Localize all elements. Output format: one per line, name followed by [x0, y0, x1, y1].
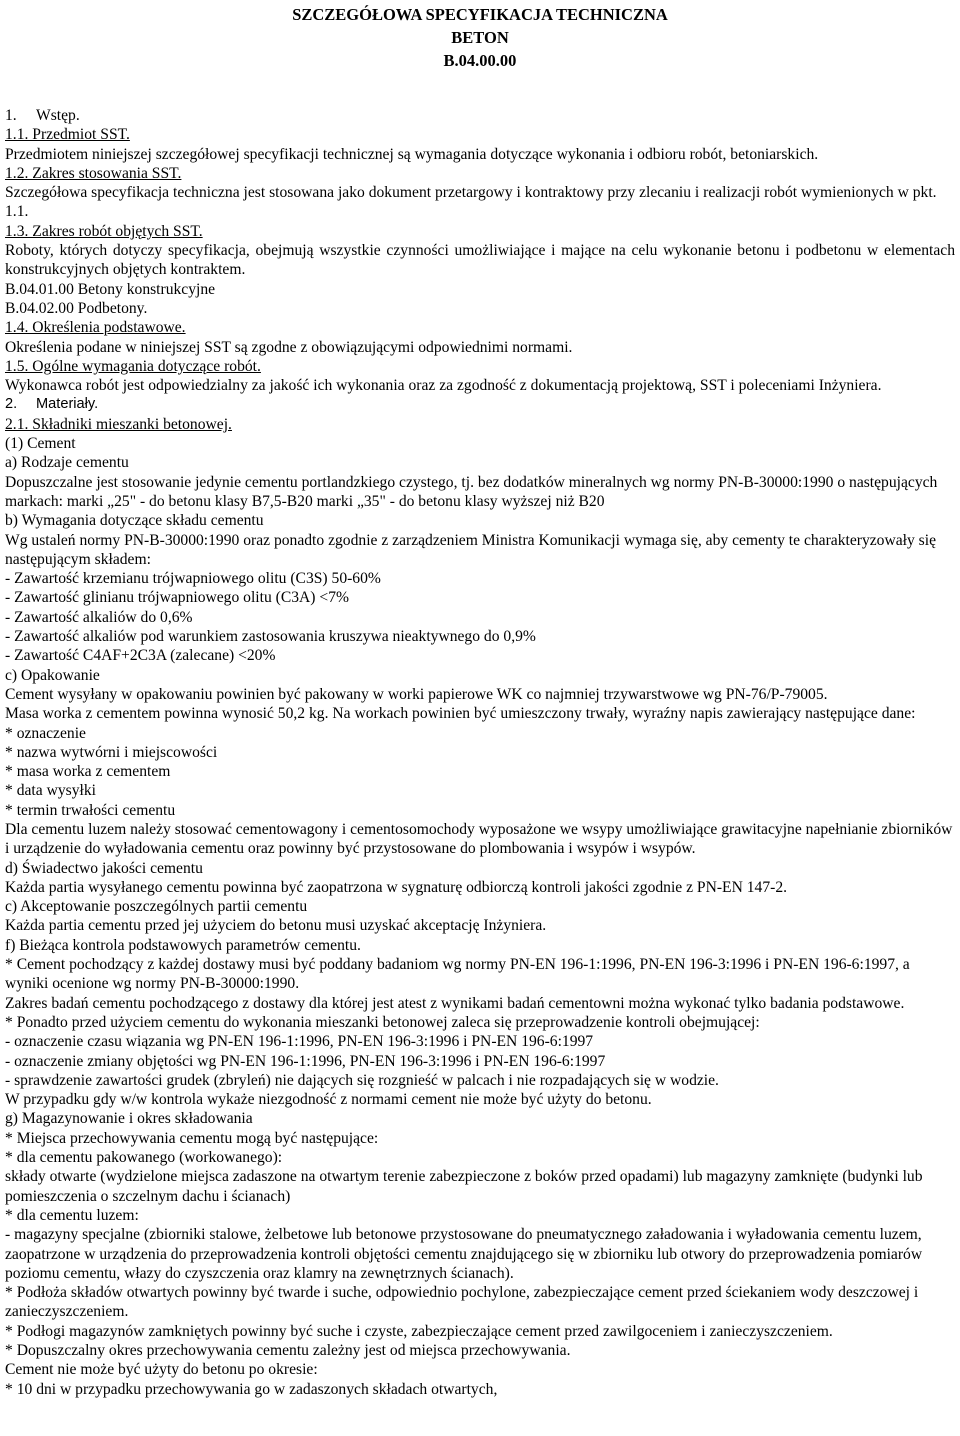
- section-1-3-item: B.04.02.00 Podbetony.: [5, 299, 148, 317]
- list-item: * oznaczenie: [5, 724, 86, 742]
- list-item: * nazwa wytwórni i miejscowości: [5, 743, 218, 761]
- list-item: - Zawartość alkaliów pod warunkiem zastosowania kruszywa nieaktywnego do 0,9%: [5, 628, 536, 646]
- subsection-g-text: składy otwarte (wydzielone miejsca zadaszone na otwartym terenie zabezpieczone z boków przed opadami) lub magazyny zamknięte (budynki lub pomieszczenia o szczelnym dachu i ścianach): [5, 1168, 923, 1205]
- section-1-3-item: B.04.01.00 Betony konstrukcyjne: [5, 280, 216, 298]
- subsection-g-text: * Podłoża składów otwartych powinny być twarde i suche, odpowiednio pochylone, zabezpieczające cement przed ściekaniem wody deszczowej i zanieczyszczeniem.: [5, 1284, 919, 1321]
- subsection-c2-heading: c) Akceptowanie poszczególnych partii cementu: [5, 898, 308, 916]
- section-1-4-heading: 1.4. Określenia podstawowe.: [5, 319, 186, 337]
- section-title: Materiały.: [36, 396, 99, 413]
- subsection-g-text: * Podłogi magazynów zamkniętych powinny być suche i czyste, zabezpieczające cement przed zawilgoceniem i zanieczyszczeniem.: [5, 1322, 833, 1340]
- subsection-c-text: Cement wysyłany w opakowaniu powinien być pakowany w worki papierowe WK co najmniej trzywarstwowe wg PN-76/P-79005.: [5, 685, 828, 703]
- subsection-f-text: W przypadku gdy w/w kontrola wykaże niezgodność z normami cement nie może być użyty do betonu.: [5, 1091, 652, 1109]
- section-2-1-heading: 2.1. Składniki mieszanki betonowej.: [5, 415, 232, 433]
- subsection-g-text: Cement nie może być użyty do betonu po okresie:: [5, 1361, 318, 1379]
- subsection-d-heading: d) Świadectwo jakości cementu: [5, 859, 203, 877]
- document-subtitle: BETON: [451, 28, 509, 47]
- document-body: [5, 106, 955, 1399]
- list-item: - sprawdzenie zawartości grudek (zbryleń) nie dających się rozgnieść w palcach i nie rozpadających się w wodzie.: [5, 1071, 719, 1089]
- subsection-g-text: * Dopuszczalny okres przechowywania cementu zależny jest od miejsca przechowywania.: [5, 1342, 571, 1359]
- header-spacer: [5, 72, 955, 106]
- subsection-g-heading: g) Magazynowanie i okres składowania: [5, 1110, 253, 1128]
- list-item: * termin trwałości cementu: [5, 801, 176, 819]
- section-title: Wstęp.: [36, 107, 80, 124]
- section-2-heading: [5, 395, 955, 414]
- subsection-b-text: Wg ustaleń normy PN-B-30000:1990 oraz ponadto zgodnie z zarządzeniem Ministra Komunikacji wymaga się, aby cementy te charakteryzowały się następującym składem:: [5, 531, 936, 568]
- section-1-heading: [5, 106, 955, 125]
- subsection-b-heading: b) Wymagania dotyczące składu cementu: [5, 512, 264, 530]
- list-item: * masa worka z cementem: [5, 763, 171, 781]
- subsection-g-text: * dla cementu pakowanego (workowanego):: [5, 1149, 283, 1167]
- subsection-g-text: * Miejsca przechowywania cementu mogą być następujące:: [5, 1129, 379, 1147]
- list-item: * data wysyłki: [5, 782, 96, 800]
- document-code: B.04.00.00: [443, 51, 517, 70]
- subsection-f-text: Zakres badań cementu pochodzącego z dostawy dla której jest atest z wynikami badań cementowni można wykonać tylko badania podstawowe.: [5, 994, 905, 1012]
- subsection-c2-text: Każda partia cementu przed jej użyciem do betonu musi uzyskać akceptację Inżyniera.: [5, 917, 547, 935]
- section-1-3-heading: 1.3. Zakres robót objętych SST.: [5, 222, 203, 240]
- subsection-a-heading: a) Rodzaje cementu: [5, 454, 129, 472]
- subsection-c-text: Dla cementu luzem należy stosować cementowagony i cementosomochody wyposażone we wsypy umożliwiające grawitacyjne napełnianie zbiorników i urządzenie do wyładowania cementu oraz powinny być przystosowane do plombowania i wsypów i wsypów.: [5, 820, 953, 858]
- subsection-f-text: * Cement pochodzący z każdej dostawy musi być poddany badaniom wg normy PN-EN 196-1:1996, PN-EN 196-3:1996 i PN-EN 196-6:1997, a wyniki ocenione wg normy PN-B-30000:1990.: [5, 956, 910, 993]
- section-1-2-heading: 1.2. Zakres stosowania SST.: [5, 164, 182, 182]
- section-1-3-text: Roboty, których dotyczy specyfikacja, obejmują wszystkie czynności umożliwiające i mające na celu wykonanie betonu i podbetonu w elementach konstrukcyjnych objętych kontraktem.: [5, 242, 955, 279]
- subsection-g-text: * dla cementu luzem:: [5, 1206, 139, 1224]
- subsection-c-heading: c) Opakowanie: [5, 666, 100, 684]
- document-title: SZCZEGÓŁOWA SPECYFIKACJA TECHNICZNA: [292, 5, 668, 24]
- subsection-g-text: - magazyny specjalne (zbiorniki stalowe, żelbetowe lub betonowe przystosowane do pneumatycznego załadowania i wyładowania cementu luzem, zaopatrzone w urządzenia do przeprowadzenia kontroli objętości cementu znajdującego się w zbiorniku lub otwory do przeprowadzenia pomiarów poziomu cementu, włazy do czyszczenia oraz klamry na zewnętrznych ścianach).: [5, 1226, 923, 1282]
- list-item: - oznaczenie czasu wiązania wg PN-EN 196-1:1996, PN-EN 196-3:1996 i PN-EN 196-6:1997: [5, 1033, 594, 1051]
- subsection-c-text: Masa worka z cementem powinna wynosić 50,2 kg. Na workach powinien być umieszczony trwały, wyraźny napis zawierający następujące dane:: [5, 705, 916, 723]
- subsection-g-text: * 10 dni w przypadku przechowywania go w zadaszonych składach otwartych,: [5, 1380, 498, 1398]
- list-item: - Zawartość glinianu trójwapniowego olitu (C3A) <7%: [5, 589, 349, 607]
- section-1-1-text: Przedmiotem niniejszej szczegółowej specyfikacji technicznej są wymagania dotyczące wykonania i odbioru robót, betoniarskich.: [5, 145, 819, 163]
- subsection-a-text: Dopuszczalne jest stosowanie jedynie cementu portlandzkiego czystego, tj. bez dodatków mineralnych wg normy PN-B-30000:1990 o następujących markach: marki „25" - do betonu klasy B7,5-B20 marki „35" - do betonu klasy wyższej niż B20: [5, 473, 938, 510]
- list-item: - oznaczenie zmiany objętości wg PN-EN 196-1:1996, PN-EN 196-3:1996 i PN-EN 196-6:1997: [5, 1052, 606, 1070]
- subsection-f-heading: f) Bieżąca kontrola podstawowych parametrów cementu.: [5, 936, 361, 954]
- list-item: - Zawartość alkaliów do 0,6%: [5, 608, 193, 626]
- section-1-5-heading: 1.5. Ogólne wymagania dotyczące robót.: [5, 357, 261, 375]
- cement-heading: (1) Cement: [5, 435, 76, 453]
- section-number: 2.: [5, 396, 18, 413]
- subsection-d-text: Każda partia wysyłanego cementu powinna być zaopatrzona w sygnaturę odbiorczą kontroli jakości zgodnie z PN-EN 147-2.: [5, 878, 788, 896]
- subsection-f-text: * Ponadto przed użyciem cementu do wykonania mieszanki betonowej zaleca się przeprowadzenie kontroli obejmującej:: [5, 1013, 760, 1031]
- section-1-5-text: Wykonawca robót jest odpowiedzialny za jakość ich wykonania oraz za zgodność z dokumentacją projektową, SST i poleceniami Inżyniera.: [5, 377, 882, 395]
- list-item: - Zawartość C4AF+2C3A (zalecane) <20%: [5, 647, 276, 665]
- document-header: [5, 0, 955, 72]
- section-number: 1.: [5, 107, 17, 124]
- section-1-2-text: Szczegółowa specyfikacja techniczna jest stosowana jako dokument przetargowy i kontraktowy przy zlecaniu i realizacji robót wymienionych w pkt. 1.1.: [5, 184, 937, 221]
- section-1-1-heading: 1.1. Przedmiot SST.: [5, 126, 130, 144]
- section-1-4-text: Określenia podane w niniejszej SST są zgodne z obowiązującymi odpowiednimi normami.: [5, 338, 573, 356]
- list-item: - Zawartość krzemianu trójwapniowego olitu (C3S) 50-60%: [5, 570, 381, 588]
